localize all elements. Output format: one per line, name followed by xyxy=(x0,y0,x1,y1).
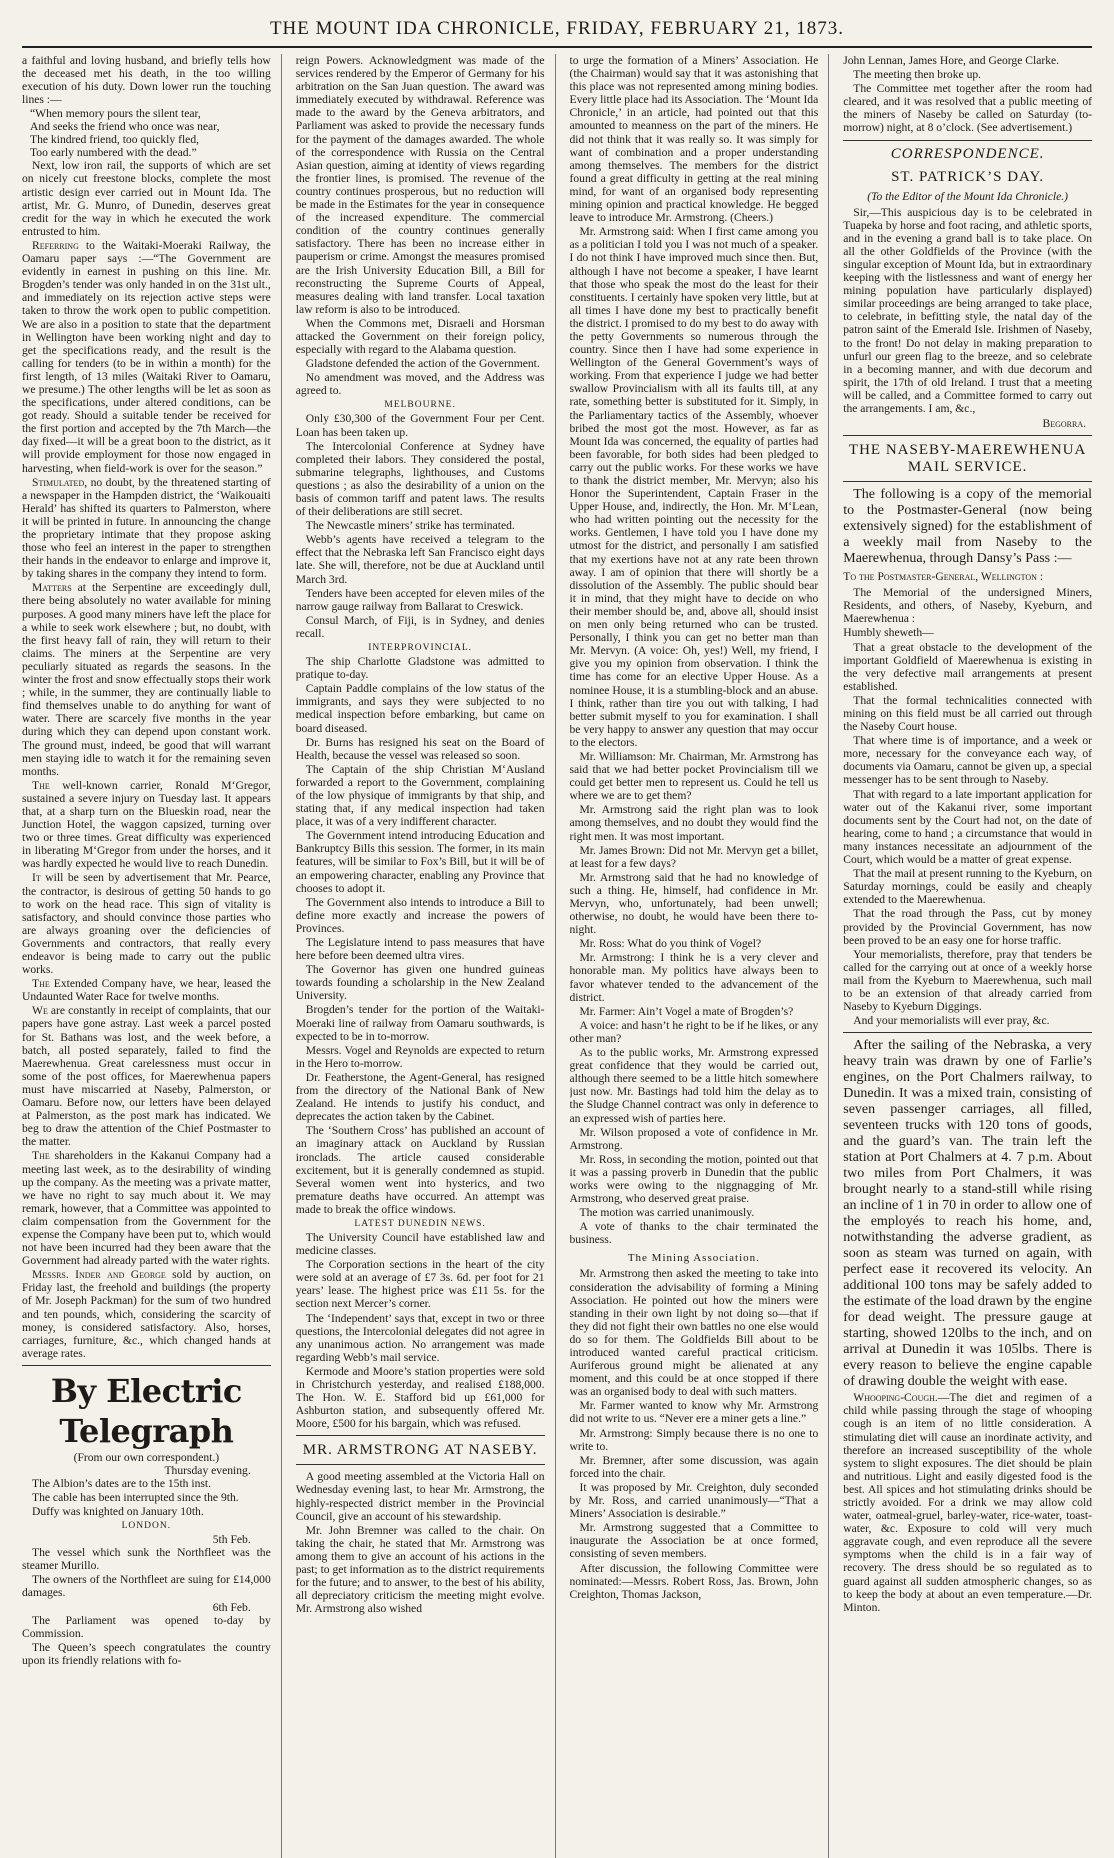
verse-line: The kindred friend, too quickly fled, xyxy=(30,133,200,147)
paragraph: Mr. Farmer: Ain’t Vogel a mate of Brogden’s? xyxy=(579,1004,794,1018)
paragraph: The Newcastle miners’ strike has terminated. xyxy=(305,519,515,533)
paragraph: Sir,—This auspicious day is to be celebrated in Tuapeka by horse and foot racing, and athletic sports, and in the evening a grand ball is to take place. On all the other Goldfields of the Province (with the singular exception of Mount Ida, but in extraordinary keeping with the listlessness and want of energy her mining population have particularly displayed) similar proceedings are being arranged to take place, to celebrate, in befitting style, the natal day of the patron saint of the Emerald Isle. Irishmen of Naseby, to the front! Do not delay in making preparation to unfurl our green flag to the breeze, and so celebrate in a becoming manner, and with due decorum and spirit, the 17th of old Ireland. I trust that a meeting will be called, and a Committee formed to carry out the arrangements. I am, &c., xyxy=(843,205,1092,415)
paragraph: The owners of the Northfleet are suing for £14,000 damages. xyxy=(22,1573,271,1600)
paragraph xyxy=(843,1391,1092,1614)
lead-word: Stimulated, xyxy=(32,475,88,489)
paragraph-text: shareholders in the Kakanui Company had a meeting last week, as to the desirability of winding up the company. As the meeting was a private matter, we have no right to say much about it. We may remark, however, that a Committee was appointed to claim compensation from the Government for the expense the Company have been put to, which would not have been incurred had they been aware that the Government had already parted with the water rights. xyxy=(22,1149,271,1268)
paragraph: The University Council have established law and medicine classes. xyxy=(295,1230,545,1258)
paragraph: A voice: and hasn’t he right to be if he likes, or any other man? xyxy=(569,1018,819,1045)
lead-word: Messrs. Inder and George xyxy=(32,1268,166,1282)
paragraph: Messrs. Vogel and Reynolds are expected to return in the Hero to-morrow. xyxy=(295,1043,545,1070)
paragraph: The Intercolonial Conference at Sydney have completed their labors. They considered the postal, submarine telegraphs, lighthouses, and Customs questions ; as also the desirability of a union on the basis of common tariff and patent laws. The results of their deliberations are still secret. xyxy=(295,439,545,519)
paragraph: A good meeting assembled at the Victoria Hall on Wednesday evening last, to hear Mr. Armstrong, the highly-respected district member in the Provincial Council, give an account of his stewardship. xyxy=(295,1470,545,1523)
paragraph: John Lennan, James Hore, and George Clarke. xyxy=(843,54,1060,67)
intro-block xyxy=(843,487,1092,567)
verse xyxy=(22,107,271,159)
divider xyxy=(296,1435,545,1436)
paragraph-text: are constantly in receipt of complaints, that our papers have gone astray. Last week a parcel posted for St. Bathans was lost, and the week before, a batch, all posted separately, failed to find the Maerewhenua. Great carelessness must occur in some of the post offices, for Maerewhenua papers must have miscarried at Naseby, Palmerston, or Oamaru. Before now, our letters have been delayed at Palmerston, as the post mark has indicated. We beg to draw the attention of the Chief Postmaster to the matter. xyxy=(22,1004,271,1149)
paragraph-text: to the Waitaki-Moeraki Railway, the Oamaru paper says :—“The Government are evidently in earnest in pushing on this line. Mr. Brogden’s tender was only handed in on the 31st ult., and immediately on its rejection active steps were taken to throw the work open to public competition. We are also in a position to state that the department in Wellington have been working night and day to get the specifications ready, and the result is the calling for tenders (to be in within a month) for the first length, of 13 miles (Waitaki River to Oamaru, we presume.) The other lengths will be let as soon as the specifications, under altered conditions, can be got ready. Should a suitable tender be received for the first portion and accepted by the 7th March—the day fixed—it will be a great boon to the district, as it will provide employment for those now engaged in harvesting, when field-work is over for the season.” xyxy=(22,238,271,475)
column-2 xyxy=(296,54,556,1858)
paragraph: Mr. Armstrong said: When I first came among you as a politician I told you I was not much of a speaker. I do not think I have improved much since then. But, although I have not become a speaker, I have learnt that those who speak the most do the least for their constituents. I certainly have spoken very little, but at all times I have done my best to practically benefit the district. I promised to do my best to do away with the petty Governments so numerous through the country. Since then I have had some experience in Wellington of the General Government’s ways of working. From that experience I judge we had better swallow Provincialism with all its faults till, at any rate, something better is substituted for it. Simply, in the Parliamentary tactics of the Assembly, whoever bribed the most got the most. However, as far as Mount Ida was concerned, the equality of parties had been favorable, for both sides had been pledged to carry out the public works. For these works we have to thank the district member, Mr. Mervyn; also his Honor the Superintendent, Captain Fraser in the Upper House, and, indirectly, the Hon. Mr. M‘Lean, who had written pointing out the necessity for the works. Gentlemen, I have told you I have done my utmost for the district, and personally I am satisfied that my exertions have not at any rate been thrown away. I am of opinion that there will shortly be a dissolution of the Assembly. The public should bear it in mind, that they might have to decide on who their member should be, and, above all, should insist on men only being returned who can be trusted. Personally, I think you can get no better man than Mr. Mervyn. (A voice: Oh, yes!) Well, my friend, I give you my opinion from observation. I think the time has come for an elective Upper House. As a nominee House, it is a stumbling-block and an abuse. I think, rather than tire you out with talking, I had better submit myself to you for examination. I shall be very happy to answer any question that may occur to the electors. xyxy=(569,225,819,749)
address-line: To the Postmaster-General, Wellington : xyxy=(843,570,1044,584)
paragraph: Dr. Featherstone, the Agent-General, has resigned from the directory of the National Bank of New Zealand. He intends to justify his conduct, and deprecates the action taken by the Cabinet. xyxy=(295,1070,545,1124)
paragraph: That the road through the Pass, cut by money provided by the Provincial Government, has now been proved to be an easy one for horse traffic. xyxy=(843,907,1092,947)
paragraph: That where time is of importance, and a week or more, necessary for the conveyance each way, of documents via Oamaru, cannot be given up, a special messenger has to be sent through to Naseby. xyxy=(843,734,1092,787)
paragraph: Mr. Ross, in seconding the motion, pointed out that it was a passing proverb in Dunedin that the public works were owing to the niggnagging of Mr. Armstrong, who deserved great praise. xyxy=(569,1152,819,1206)
paragraph xyxy=(22,581,271,777)
lead-word: The xyxy=(32,1149,50,1163)
paragraph xyxy=(22,239,271,475)
paragraph: The Government intend introducing Education and Bankruptcy Bills this session. The former, in its main features, will be similar to Fox’s Bill, but it will be of an empowering character, enabling any Province that chooses to adopt it. xyxy=(295,829,545,895)
paragraph: Duffy was knighted on January 10th. xyxy=(32,1505,204,1519)
lead-word: We xyxy=(32,1004,48,1018)
paragraph xyxy=(22,779,271,871)
column-3 xyxy=(570,54,830,1858)
paragraph: When the Commons met, Disraeli and Horsman attacked the Government on their foreign policy, especially with regard to the Alabama question. xyxy=(295,316,545,357)
paragraph: The Government also intends to introduce a Bill to define more exactly and increase the powers of Provinces. xyxy=(295,895,545,935)
paragraph-text: at the Serpentine are exceedingly dull, there being absolutely no water available for mining purposes. A good many miners have left the place for a while to seek work elsewhere ; but, no doubt, with the first heavy fall of rain, they will return to their claims. The miners at the Serpentine are very peculiarly situated as regards the seasons. In the winter the frost and snow effectually stops their work ; while, in the summer, they are continually liable to find themselves unable to do anything for want of water. There are scarcely five months in the year during which they can depend upon constant work. The ground must, indeed, be good that will warrant men staying idle to watch it for the remaining seven months. xyxy=(22,581,271,778)
paragraph: The Captain of the ship Christian M‘Ausland forwarded a report to the Government, complaining of the low physique of immigrants by that ship, and stating that, if any medical inspection had taken place, it was of a very indifferent character. xyxy=(295,762,545,829)
lead-word: Referring xyxy=(32,238,79,252)
paragraph: After the sailing of the Nebraska, a very heavy train was drawn by one of Farlie’s engines, on the Port Chalmers railway, to Dunedin. It was a mixed train, consisting of seven passenger carriages, all filled, seventeen trucks with 120 tons of goods, and the guard’s van. The train left the station at Port Chalmers at 4. 7 p.m. About two miles from Port Chalmers, it was brought nearly to a stand-still while rising an incline of 1 in 70 in order to allow one of the employés to reach his home, and, notwithstanding the adverse gradient, as soon as steam was turned on again, with perfect ease it recovered its velocity. An additional 100 tons may be safely added to the estimate of the load drawn by the engine for dead weight. The pressure gauge at starting, showed 120lbs to the inch, and on arrival at Dunedin it was 105lbs. There is every reason to believe the engine capable of drawing double the weight with ease. xyxy=(843,1038,1092,1390)
divider xyxy=(843,481,1092,482)
section-label: INTERPROVINCIAL. xyxy=(368,643,473,654)
divider xyxy=(843,435,1092,436)
paragraph: That with regard to a late important application for water out of the Kakanui river, some important documents sent by the Court had not, on the date of hearing, come to hand ; a circumstance that would in many instances necessitate an adjournment of the Court, which would be a matter of great expense. xyxy=(843,787,1092,867)
lead-word: Matters xyxy=(32,581,72,595)
article-heading: MR. ARMSTRONG AT NASEBY. xyxy=(302,1442,538,1459)
railway-block xyxy=(843,1038,1092,1390)
paragraph xyxy=(22,871,271,976)
paragraph xyxy=(22,1149,271,1267)
paragraph: The Corporation sections in the heart of the city were sold at an average of £7 3s. 6d. per foot for 21 years’ lease. The highest price was £11 5s. for the section next Mercer’s corner. xyxy=(295,1258,545,1311)
paragraph: The Queen’s speech congratulates the country upon its friendly relations with fo- xyxy=(22,1640,271,1667)
paragraph: That the mail at present running to the Kyeburn, on Saturday mornings, could be easily and cheaply extended to the Maerewhenua. xyxy=(843,867,1092,907)
divider xyxy=(22,1365,271,1366)
paragraph: Mr. John Bremner was called to the chair. On taking the chair, he stated that Mr. Armstrong was among them to give an account of his actions in the past; to get information as to the district requirements for the future; and to answer, to the best of his ability, all depreciatory criticism the meeting might evolve. Mr. Armstrong also wished xyxy=(295,1523,545,1616)
paragraph: Webb’s agents have received a telegram to the effect that the Nebraska left San Francisco eight days late. She will, therefore, not be due at Auckland until March 3rd. xyxy=(295,533,545,586)
paragraph: Mr. Armstrong suggested that a Committee to inaugurate the Association be at once formed, consisting of seven members. xyxy=(569,1521,819,1561)
paragraph: The Governor has given one hundred guineas towards founding a scholarship in the New Zealand University. xyxy=(295,963,545,1003)
paragraph: That the formal technicalities connected with mining on this field must be all carried out through the Naseby Court house. xyxy=(843,693,1092,734)
lead-word: Whooping-Cough. xyxy=(853,1391,938,1405)
divider xyxy=(296,1464,545,1465)
verse-line: “When memory pours the silent tear, xyxy=(30,107,201,121)
lead-word: The xyxy=(32,977,50,991)
telegraph-subheading: (From our own correspondent.) xyxy=(73,1450,220,1464)
paragraph: The motion was carried unanimously. xyxy=(579,1206,755,1220)
paragraph: After discussion, the following Committee were nominated:—Messrs. Robert Ross, Jas. Brown, John Creighton, Thomas Jackson, xyxy=(569,1561,819,1601)
paragraph: Mr. Armstrong said the right plan was to look among themselves, and no doubt they would find the right men. It was most important. xyxy=(569,803,819,843)
paragraph: The ship Charlotte Gladstone was admitted to pratique to-day. xyxy=(295,655,545,682)
section-label: LONDON. xyxy=(121,1521,172,1532)
paragraph: The ‘Southern Cross’ has published an account of an imaginary attack on Auckland by Russian ironclads. The article caused considerable excitement, but it is generally condemned as stupid. Several women went into hysterics, and two premature deaths have occurred. An attempt was made to break the office windows. xyxy=(295,1124,545,1216)
dateline: 6th Feb. xyxy=(212,1600,251,1614)
paragraph: No amendment was moved, and the Address was agreed to. xyxy=(295,371,545,398)
paragraph: As to the public works, Mr. Armstrong expressed great confidence that they would be carried out, although there seemed to be a little hitch somewhere just now. Mr. Bastings had told him the delay as to the Sludge Channel contract was only in deference to an expressed wish of parties here. xyxy=(569,1046,819,1125)
paragraph: And your memorialists will ever pray, &c. xyxy=(853,1014,1050,1028)
article-heading: THE NASEBY-MAEREWHENUA MAIL SERVICE. xyxy=(848,442,1087,476)
column-1 xyxy=(22,54,282,1858)
to-editor-line: (To the Editor of the Mount Ida Chronicle.) xyxy=(867,189,1068,203)
paragraph: The cable has been interrupted since the 9th. xyxy=(32,1491,239,1504)
paragraph: Captain Paddle complains of the low status of the immigrants, and says they were subjected to no medical inspection before embarking, but came on board diseased. xyxy=(295,682,545,735)
section-label: LATEST DUNEDIN NEWS. xyxy=(354,1218,486,1229)
paragraph xyxy=(22,977,271,1003)
telegraph-heading: By Electric Telegraph xyxy=(50,1371,242,1450)
paragraph: Dr. Burns has resigned his seat on the Board of Health, because the vessel was released so soon. xyxy=(295,735,545,762)
paragraph: Brogden’s tender for the portion of the Waitaki-Moeraki line of railway from Oamaru southwards, is expected to be in to-morrow. xyxy=(295,1003,545,1043)
paragraph: Mr. Ross: What do you think of Vogel? xyxy=(579,937,762,951)
paragraph: The Legislature intend to pass measures that have here before been deemed ultra vires. xyxy=(295,936,545,963)
paragraph: Mr. Bremner, after some discussion, was again forced into the chair. xyxy=(569,1453,819,1480)
paragraph: It was proposed by Mr. Creighton, duly seconded by Mr. Ross, and carried unanimously—“That a Miners’ Association is desirable.” xyxy=(569,1480,819,1521)
columns xyxy=(22,54,1092,1858)
paragraph xyxy=(22,1268,271,1360)
paragraph: Mr. Armstrong: Simply because there is no one to write to. xyxy=(569,1426,819,1453)
divider xyxy=(843,1032,1092,1033)
paragraph: The Committee met together after the room had cleared, and it was resolved that a public meeting of the miners of Naseby be called on Saturday (to-morrow) night, at 8 o’clock. (See advertisement.) xyxy=(843,82,1092,135)
paragraph: A vote of thanks to the chair terminated the business. xyxy=(569,1220,819,1247)
paragraph: Kermode and Moore’s station properties were sold in Christchurch yesterday, and realised £188,000. The Hon. W. E. Stafford bid up £61,000 for Ashburton station, and subsequently offered Mr. Moore, £500 for his bargain, which was refused. xyxy=(295,1364,545,1431)
paragraph: Next, low iron rail, the supports of which are set on nicely cut freestone blocks, complete the most artistic design ever carried out in Mount Ida. The artist, Mr. G. Munro, of Dunedin, deserves great credit for the way in which he executed the work entrusted to him. xyxy=(22,159,271,238)
paragraph xyxy=(22,1004,271,1148)
paragraph: Consul March, of Fiji, is in Sydney, and denies recall. xyxy=(295,613,545,640)
paragraph-text: —The diet and regimen of a child while passing through the stage of whooping cough is an item of no little consideration. A stimulating diet will cause an inordinate activity, and therefore an increased susceptibility of the whole system to slight exposures. The diet should be plain and nutritious. Light and easily digested food is the best. All spices and hot stimulating drinks should be strictly avoided. For a drink we may allow cold water, oatmeal-gruel, barley-water, rice-water, toast-water, &c. Exposure to cold will very much aggravate cough, and even reproduce all the severe symptoms when the child is in a fair way of recovery. The dress should be so regulated as to guard against all sudden atmospheric changes, so as to keep the body at about an even temperature.—Dr. Minton. xyxy=(843,1391,1092,1614)
paragraph: Tenders have been accepted for eleven miles of the narrow gauge railway from Ballarat to Creswick. xyxy=(295,586,545,613)
paragraph: The Parliament was opened to-day by Commission. xyxy=(22,1613,271,1640)
paragraph-text: will be seen by advertisement that Mr. Pearce, the contractor, is desirous of getting 50 hands to go to work on the head race. This sign of vitality is satisfactory, and should convince those parties who are always groaning over the deficiencies of Governments and contractors, that really every endeavor is being made to carry out the public works. xyxy=(22,871,271,977)
section-heading: The Mining Association. xyxy=(627,1252,760,1265)
paragraph-text: well-known carrier, Ronald M‘Gregor, sustained a severe injury on Tuesday last. It appears that, at a sharp turn on the Blueskin road, near the Junction Hotel, the waggon capsized, turning over two or three times. Great difficulty was experienced in liberating M‘Gregor from under the horses, and it was hardly expected he would live to reach Dunedin. xyxy=(22,778,271,871)
paragraph: Gladstone defended the action of the Government. xyxy=(305,357,540,371)
paragraph: The following is a copy of the memorial to the Postmaster-General (now being extensively signed) for the establishment of a weekly mail from Naseby to the Maerewhenua, through Dansy’s Pass :— xyxy=(843,487,1092,567)
verse-line: Too early numbered with the dead.” xyxy=(30,146,197,160)
paragraph: Your memorialists, therefore, pray that tenders be called for the carrying out at once of a weekly horse mail from the Kyeburn to Maerewhenua, such mail to be an extension of that already carried from Naseby to Kyeburn Diggings. xyxy=(843,947,1092,1014)
dateline: 5th Feb. xyxy=(212,1533,251,1547)
paragraph: reign Powers. Acknowledgment was made of the services rendered by the Emperor of Germany for his arbitration on the San Juan question. The award was immediately executed by withdrawal. Reference was made to the award by the Geneva arbitrators, and Parliament was asked to provide the necessary funds for the payment of the damages awarded. The whole of the correspondence with Russia on the Central Asian question, aiming at identity of views regarding the frontier lines, is promised. The revenue of the country continues prosperous, but no reduction will be made in the Estimates for the year in consequence of the increased expenditure. The commercial condition of the country continues generally satisfactory. There has been no increase either in pauperism or crime. Amongst the measures promised are the Irish University Education Bill, a Bill for reconstructing the Supreme Courts of Appeal, measures dealing with land transfer. Local taxation law reform is also to be introduced. xyxy=(295,54,545,316)
divider xyxy=(843,140,1092,141)
paragraph: to urge the formation of a Miners’ Association. He (the Chairman) would say that it was astonishing that this place was not represented among mining bodies. Every little place had its Association. The ‘Mount Ida Chronicle,’ in an article, had pointed out that this amounted to meanness on the part of the miners. He did not think that it was really so. It was simply for want of combination and a proper understanding among themselves. The members for the district found a great difficulty in getting at the real mining mind, for want of an organised body representing mining opinion and practical knowledge. He begged leave to introduce Mr. Armstrong. (Cheers.) xyxy=(569,54,819,225)
lead-word: It xyxy=(32,871,41,885)
lead-word: The xyxy=(32,778,50,792)
paragraph: Mr. Armstrong said that he had no knowledge of such a thing. He, himself, had confidence in Mr. Mervyn, who, unfortunately, had been unwell; otherwise, no doubt, he would have been there to-night. xyxy=(569,870,819,937)
masthead: THE MOUNT IDA CHRONICLE, FRIDAY, FEBRUARY 21, 1873. xyxy=(22,18,1092,48)
verse-line: And seeks the friend who once was near, xyxy=(30,120,220,134)
paragraph: The meeting then broke up. xyxy=(853,68,982,82)
paragraph: Humbly sheweth— xyxy=(843,626,934,640)
paragraph: Mr. Armstrong: I think he is a very clever and honorable man. My politics have always been to favor whatever tended to the advancement of the district. xyxy=(569,951,819,1004)
paragraph: The Albion’s dates are to the 15th inst. xyxy=(32,1476,212,1490)
column-4 xyxy=(843,54,1092,1858)
paragraph: Mr. Farmer wanted to know why Mr. Armstrong did not write to us. “Never ere a miner gets a line.” xyxy=(569,1399,819,1426)
paragraph: Mr. Armstrong then asked the meeting to take into consideration the advisability of forming a Mining Association. He pointed out how the miners were standing in their own light by not doing so—that if they did not fight their own battles no one else would do so for them. The Goldfields Bill about to be introduced wanted careful practical criticism. Auriferous ground might be alienated at any moment, and this could be at once stopped if there was an organised body to deal with such matters. xyxy=(569,1267,819,1399)
paragraph: That a great obstacle to the development of the important Goldfield of Maerewhenua is existing in the very defective mail arrangements at present established. xyxy=(843,640,1092,693)
paragraph: Only £30,300 of the Government Four per Cent. Loan has been taken up. xyxy=(295,412,545,439)
paragraph: The Memorial of the undersigned Miners, Residents, and others, of Naseby, Kyeburn, and Maerewhenua : xyxy=(843,586,1092,626)
article-heading: ST. PATRICK’S DAY. xyxy=(891,168,1045,185)
correspondence-heading: CORRESPONDENCE. xyxy=(890,145,1045,162)
paragraph: Mr. Wilson proposed a vote of confidence in Mr. Armstrong. xyxy=(569,1125,819,1152)
paragraph: a faithful and loving husband, and briefly tells how the deceased met his death, in the too willing execution of his duty. Down lower run the touching lines :— xyxy=(22,54,271,107)
section-label: MELBOURNE. xyxy=(384,400,456,411)
paragraph-text: no doubt, by the threatened starting of a newspaper in the Hampden district, the ‘Waikouaiti Herald’ has shifted its quarters to Palmerston, where it will be printed in future. In announcing the change the proprietary intimate that they propose asking those who feel an interest in the paper to strengthen their hands in the endeavor to enlarge and improve it, by taking shares in the company they intend to form. xyxy=(22,475,271,581)
paragraph: Mr. Williamson: Mr. Chairman, Mr. Armstrong has said that we had better pocket Provincialism till we could get better men to represent us. Could he tell us where we are to get them? xyxy=(569,749,819,803)
paragraph-text: Extended Company have, we hear, leased the Undaunted Water Race for twelve months. xyxy=(22,977,271,1004)
paragraph: The ‘Independent’ says that, except in two or three questions, the Intercolonial delegates did not agree in any unanimous action. No arrangement was made regarding Webb’s mail service. xyxy=(295,1311,545,1364)
paragraph: Mr. James Brown: Did not Mr. Mervyn get a billet, at least for a few days? xyxy=(569,843,819,870)
dateline: Thursday evening. xyxy=(164,1463,251,1477)
paragraph xyxy=(22,476,271,581)
paragraph-text: sold by auction, on Friday last, the freehold and buildings (the property of Mr. Joseph Packman) for the sum of two hundred and ten pounds, which, considering the scarcity of money, is considered satisfactory. Also, horses, carriages, furniture, &c., which changed hands at average rates. xyxy=(22,1268,271,1360)
signature: Begorra. xyxy=(1042,417,1086,431)
paragraph: The vessel which sunk the Northfleet was the steamer Murillo. xyxy=(22,1546,271,1573)
